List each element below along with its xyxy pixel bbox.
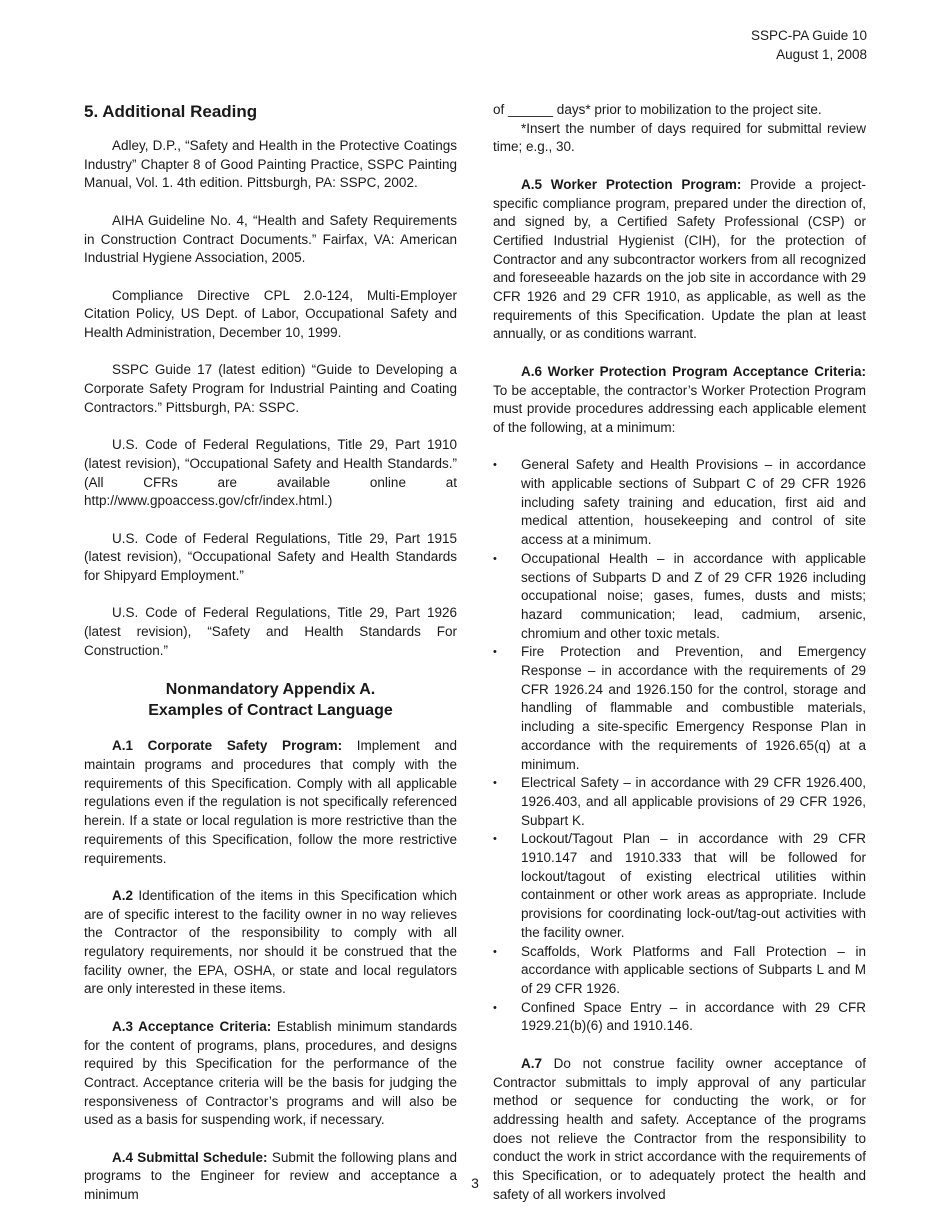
clause-a1 [84, 737, 457, 868]
list-item: • Fire Protection and Prevention, and Emergency Response – in accordance with the requirements of 29 CFR 1926.24 and 1926.150 for the control, storage and handling of flammable and combustible materials, including a site-specific Emergency Response Plan in accordance with the requirements of 1926.65(q) at a minimum. [493, 643, 866, 774]
list-item: • Confined Space Entry – in accordance with 29 CFR 1929.21(b)(6) and 1910.146. [493, 999, 866, 1036]
clause-a3 [84, 1018, 457, 1130]
clause-label: A.2 [112, 887, 134, 903]
appendix-title-line-2: Examples of Contract Language [148, 702, 393, 720]
clause-label: A.3 Acceptance Criteria: [112, 1018, 272, 1034]
clause-a4-note: *Insert the number of days required for submittal review time; e.g., 30. [493, 120, 866, 155]
clause-a2 [84, 887, 457, 999]
clause-label: A.4 Submittal Schedule: [112, 1149, 268, 1165]
clause-text: Establish minimum standards for the content of programs, plans, procedures, and designs required by this Specification for the performance of the Contract. Acceptance criteria will be the basis for judging the responsiveness of Contractor’s programs and will also be used as a basis for suspending work, if necessary. [84, 1018, 457, 1128]
clause-a5 [493, 176, 866, 344]
page-number: 3 [471, 1175, 479, 1191]
clause-text: Submit the following plans and programs to the Engineer for review and acceptance a minimum [84, 1149, 457, 1203]
right-column [493, 101, 866, 1204]
clause-text: Provide a project-specific compliance program, prepared under the direction of, and signed by, a Certified Safety Professional (CSP) or Certified Industrial Hygienist (CIH), for the protection of Contractor and any subcontractor workers from all recognized and foreseeable hazards on the job site in accordance with 29 CFR 1926 and 29 CFR 1910, as applicable, as well as the requirements of this Specification. Update the plan at least annually, or as conditions warrant. [493, 176, 866, 342]
protection-elements-list [493, 456, 866, 1036]
reference-item: U.S. Code of Federal Regulations, Title 29, Part 1910 (latest revision), “Occupational Safety and Health Standards.” (All CFRs are available online at http://www.gpoaccess.gov/cfr/index.html.) [84, 437, 457, 509]
clause-a6 [493, 363, 866, 438]
clause-label: A.7 [521, 1055, 543, 1071]
list-item: • General Safety and Health Provisions – in accordance with applicable sections of Subpart C of 29 CFR 1926 including safety training and education, first aid and medical attention, housekeeping and control of site access at a minimum. [493, 456, 866, 550]
appendix-title [84, 679, 457, 721]
reference-item: SSPC Guide 17 (latest edition) “Guide to Developing a Corporate Safety Program for Industrial Painting and Coating Contractors.” Pittsburgh, PA: SSPC. [84, 362, 457, 415]
reference-item: U.S. Code of Federal Regulations, Title 29, Part 1926 (latest revision), “Safety and Health Standards For Construction.” [84, 605, 457, 658]
section-title: 5. Additional Reading [84, 102, 258, 121]
clause-text: Do not construe facility owner acceptance of Contractor submittals to imply approval of any particular method or sequence for conducting the work, or for addressing health and safety. Acceptance of the programs does not relieve the Contractor from the responsibility to conduct the work in strict accordance with the requirements of this Specification, or to adequately protect the health and safety of all workers involved [493, 1055, 866, 1202]
left-column [84, 101, 457, 1205]
clause-a4-continued: of ______ days* prior to mobilization to the project site. [493, 102, 822, 117]
list-item: • Scaffolds, Work Platforms and Fall Protection – in accordance with applicable sections of Subparts L and M of 29 CFR 1926. [493, 943, 866, 999]
appendix-title-line-1: Nonmandatory Appendix A. [165, 681, 376, 699]
clause-label: A.6 Worker Protection Program Acceptance Criteria: [521, 363, 866, 379]
list-item: • Lockout/Tagout Plan – in accordance with 29 CFR 1910.147 and 1910.333 that will be followed for lockout/tagout of existing electrical utilities within containment or other work areas as appropriate. Include provisions for coordinating lock-out/tag-out activities with the facility owner. [493, 830, 866, 942]
clause-text: Implement and maintain programs and procedures that comply with the requirements of this Specification. Comply with all applicable regulations even if the regulation is not specifically referenced herein. If a state or local regulation is more restrictive than the requirements of this Specification, follow the more restrictive requirements. [84, 738, 457, 866]
clause-label: A.5 Worker Protection Program: [521, 176, 742, 192]
clause-text: To be acceptable, the contractor’s Worker Protection Program must provide procedures addressing each applicable element of the following, at a minimum: [493, 382, 866, 435]
list-item: • Electrical Safety – in accordance with 29 CFR 1926.400, 1926.403, and all applicable provisions of 29 CFR 1926, Subpart K. [493, 774, 866, 830]
reference-item: AIHA Guideline No. 4, “Health and Safety Requirements in Construction Contract Documents.” Fairfax, VA: American Industrial Hygiene Association, 2005. [84, 212, 457, 266]
list-item: • Occupational Health – in accordance with applicable sections of Subparts D and Z of 29 CFR 1926 including occupational noise; gases, fumes, dusts and mists; hazard communication; lead, cadmium, arsenic, chromium and other toxic metals. [493, 550, 866, 644]
document-date: August 1, 2008 [776, 47, 867, 62]
reference-item: Adley, D.P., “Safety and Health in the Protective Coatings Industry” Chapter 8 of Good Painting Practice, SSPC Painting Manual, Vol. 1. 4th edition. Pittsburgh, PA: SSPC, 2002. [84, 138, 457, 191]
clause-text: Identification of the items in this Specification which are of specific interest to the facility owner in no way relieves the Contractor of the responsibility to comply with all regulatory requirements, nor should it be construed that the facility owner, the EPA, OSHA, or state and local regulators are only interested in these items. [84, 887, 457, 997]
reference-item: Compliance Directive CPL 2.0-124, Multi-Employer Citation Policy, US Dept. of Labor, Occupational Safety and Health Administration, December 10, 1999. [84, 287, 457, 340]
clause-label: A.1 Corporate Safety Program: [112, 738, 343, 754]
page-header [751, 26, 867, 64]
reference-item: U.S. Code of Federal Regulations, Title 29, Part 1915 (latest revision), “Occupational Safety and Health Standards for Shipyard Employment.” [84, 530, 457, 584]
document-id: SSPC-PA Guide 10 [750, 28, 867, 43]
